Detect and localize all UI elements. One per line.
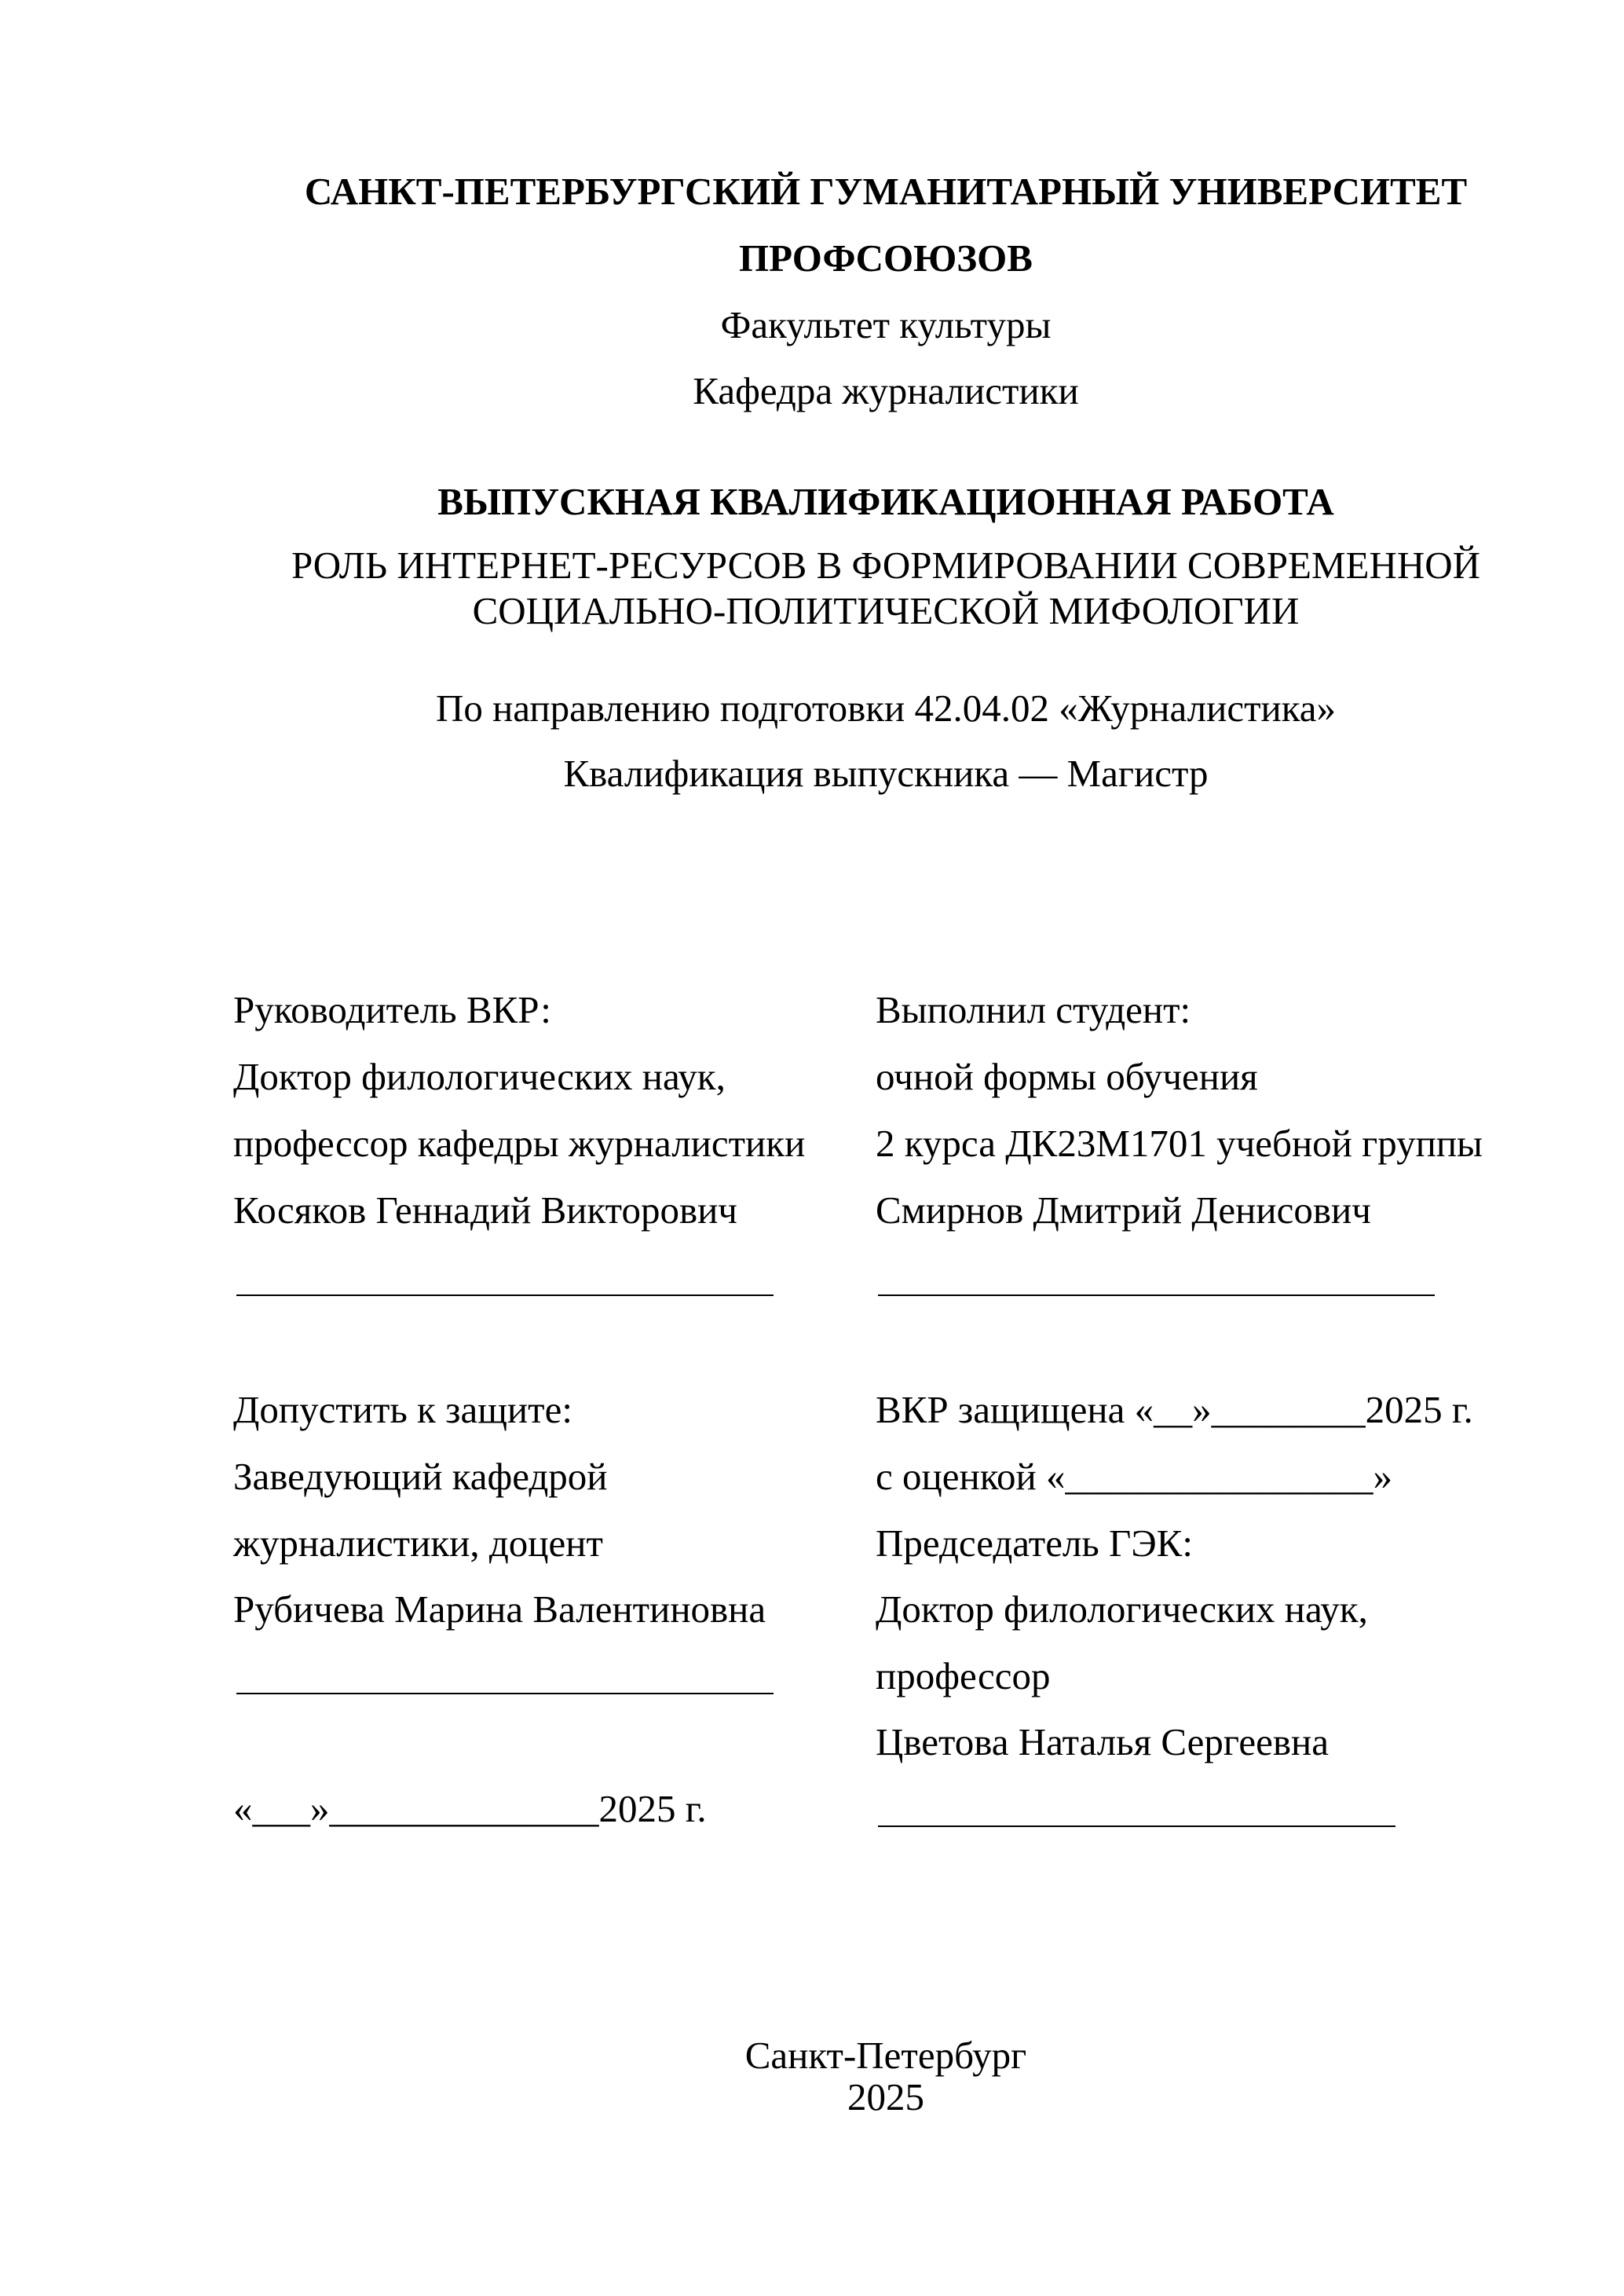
head-position-line1: Заведующий кафедрой (233, 1455, 608, 1498)
qualification: Квалификация выпускника — Магистр (563, 752, 1209, 795)
university-name-line2: ПРОФСОЮЗОВ (739, 236, 1033, 280)
supervisor-name: Косяков Геннадий Викторович (233, 1188, 737, 1232)
study-direction: По направлению подготовки 42.04.02 «Журналистика» (435, 687, 1337, 730)
student-signature-line (878, 1294, 1435, 1296)
student-label: Выполнил студент: (876, 988, 1191, 1031)
work-type: ВЫПУСКНАЯ КВАЛИФИКАЦИОННАЯ РАБОТА (437, 480, 1334, 523)
year: 2025 (847, 2075, 924, 2118)
defense-date: ВКР защищена «__»________2025 г. (876, 1388, 1473, 1431)
supervisor-position: профессор кафедры журналистики (233, 1122, 806, 1165)
student-group: 2 курса ДК23М1701 учебной группы (876, 1122, 1483, 1165)
head-signature-line (236, 1693, 774, 1694)
work-title-line1: РОЛЬ ИНТЕРНЕТ-РЕСУРСОВ В ФОРМИРОВАНИИ СОВРЕМЕННОЙ (291, 544, 1481, 587)
supervisor-degree: Доктор филологических наук, (233, 1055, 726, 1098)
university-name-line1: САНКТ-ПЕТЕРБУРГСКИЙ ГУМАНИТАРНЫЙ УНИВЕРСИТЕТ (304, 170, 1468, 213)
defense-grade: с оценкой «________________» (876, 1455, 1392, 1498)
faculty: Факультет культуры (720, 303, 1052, 346)
chair-degree: Доктор филологических наук, (876, 1587, 1368, 1631)
chair-label: Председатель ГЭК: (876, 1522, 1193, 1565)
student-study-form: очной формы обучения (876, 1055, 1258, 1098)
head-position-line2: журналистики, доцент (233, 1522, 603, 1565)
supervisor-signature-line (236, 1294, 774, 1296)
head-name: Рубичева Марина Валентиновна (233, 1587, 766, 1631)
supervisor-label: Руководитель ВКР: (233, 988, 551, 1031)
chair-signature-line (878, 1825, 1395, 1827)
chair-name: Цветова Наталья Сергеевна (876, 1720, 1329, 1763)
admission-date: «___»______________2025 г. (233, 1787, 707, 1830)
admission-label: Допустить к защите: (233, 1388, 572, 1431)
department: Кафедра журналистики (693, 369, 1079, 412)
city: Санкт-Петербург (744, 2034, 1027, 2077)
chair-position: профессор (876, 1654, 1051, 1697)
work-title-line2: СОЦИАЛЬНО-ПОЛИТИЧЕСКОЙ МИФОЛОГИИ (472, 589, 1300, 632)
student-name: Смирнов Дмитрий Денисович (876, 1188, 1371, 1232)
